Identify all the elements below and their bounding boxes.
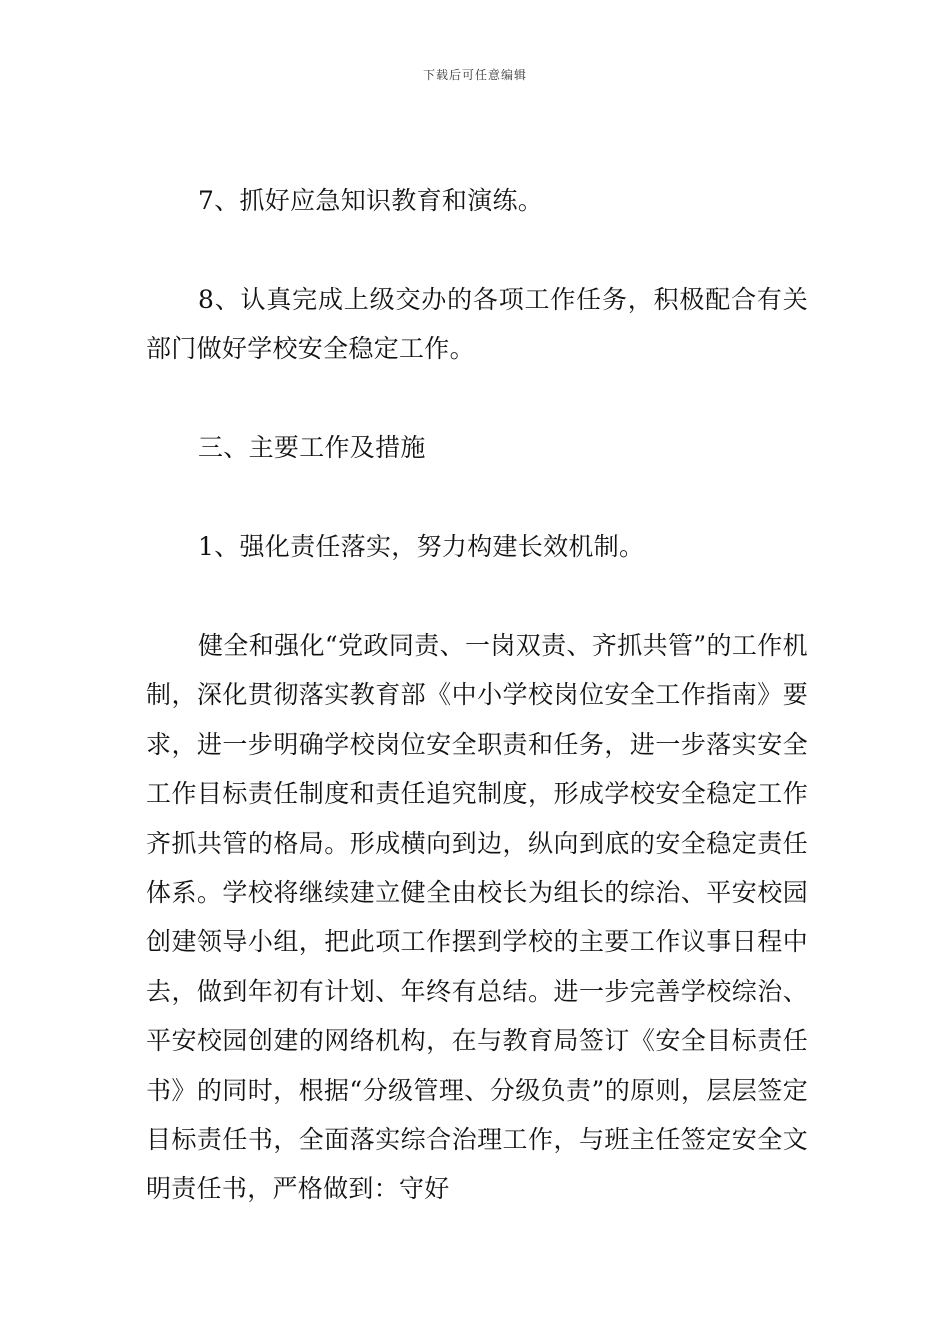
section-heading-3: 三、主要工作及措施: [198, 433, 426, 462]
body-paragraph: 健全和强化“党政同责、一岗双责、齐抓共管”的工作机制，深化贯彻落实教育部《中小学校岗位安全工作指南》要求，进一步明确学校岗位安全职责和任务，进一步落实安全工作目标责任制度和责任追究制度，形成学校安全稳定工作齐抓共管的格局。形成横向到边，纵向到底的安全稳定责任体系。学校将继续建立健全由校长为组长的综治、平安校园创建领导小组，把此项工作摆到学校的主要工作议事日程中去，做到年初有计划、年终有总结。进一步完善学校综治、平安校园创建的网络机构，在与教育局签订《安全目标责任书》的同时，根据“分级管理、分级负责”的原则，层层签定目标责任书，全面落实综合治理工作，与班主任签定安全文明责任书，严格做到：守好: [146, 631, 808, 1204]
header-note: 下载后可任意编辑: [422, 68, 527, 82]
subheading-1: 1、强化责任落实，努力构建长效机制。: [198, 532, 645, 561]
paragraph-item-8: 8、认真完成上级交办的各项工作任务，积极配合有关部门做好学校安全稳定工作。: [146, 285, 808, 364]
paragraph-item-7: 7、抓好应急知识教育和演练。: [198, 186, 544, 215]
